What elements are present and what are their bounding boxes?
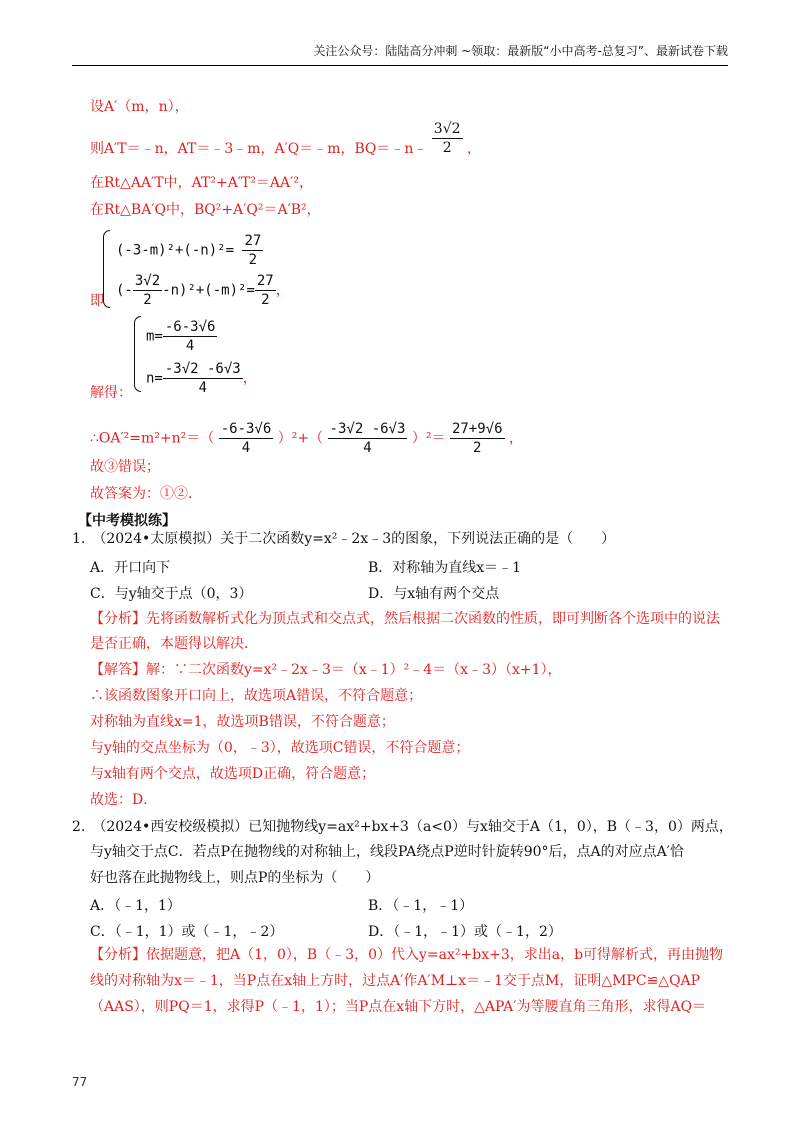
oa-squared-line: ∴OA′²=m²+n²＝（ $\frac{-6-3√6}{4}$ ）²+（ $\frac{-3√2 -6√3}{4}$ ）²＝ $\frac{27+9√6}{2}$ ，	[90, 421, 523, 456]
q1-analysis-1: 【分析】先将函数解析式化为顶点式和交点式，然后根据二次函数的性质，即可判断各个选项中的说法	[90, 611, 720, 627]
q1-option-d: D．与x轴有两个交点	[368, 586, 500, 602]
equation-2m: m= $\frac{-6-3√6}{4}$	[146, 319, 216, 354]
q2-option-c: C．（﹣1，1）或（﹣1，﹣2）	[90, 924, 284, 940]
fraction-3sqrt2-over-2: $\frac{3√2}{2}$	[433, 120, 461, 156]
solution-line-4: 在Rt△BA′Q中，BQ²+A′Q²＝A′B²，	[90, 202, 321, 218]
q1-stem: 1. （2024•太原模拟）关于二次函数y=x²﹣2x﹣3的图象，下列说法正确的是（ ）	[72, 531, 616, 547]
q2-analysis-2: 线的对称轴为x＝﹣1，当P点在x轴上方时，过点A′作A′M⊥x＝﹣1交于点M，证明△MPC≌△QAP	[90, 973, 701, 989]
q2-stem-2: 与y轴交于点C．若点P在抛物线的对称轴上，线段PA绕点P逆时针旋转90°后，点A的对应点A′恰	[90, 844, 684, 860]
q1-option-c: C．与y轴交于点（0，3）	[90, 586, 253, 602]
q2-stem-1: 2. （2024•西安校级模拟）已知抛物线y=ax²+bx+3（a<0）与x轴交于A（1，0），B（﹣3，0）两点，	[72, 819, 733, 835]
q1-option-b: B．对称轴为直线x＝﹣1	[368, 560, 522, 576]
q1-answer-3: 对称轴为直线x=1，故选项B错误，不符合题意；	[90, 714, 395, 730]
equation-1b: (- $\frac{3√2}{2}$ -n)²+(-m)²= $\frac{27}{2}$ ，	[116, 273, 290, 308]
solution-conclusion-3: 故③错误；	[90, 459, 160, 475]
solution-line-2: 则A′T＝﹣n，AT＝﹣3﹣m，A′Q＝﹣m，BQ＝﹣n﹣ $\frac{3√2}{2}$ ，	[90, 120, 481, 157]
q1-option-a: A．开口向下	[90, 560, 171, 576]
q2-option-b: B．（﹣1，﹣1）	[368, 898, 474, 914]
q1-answer-4: 与y轴的交点坐标为（0，﹣3），故选项C错误，不符合题意；	[90, 740, 470, 756]
equation-brace-2	[134, 316, 141, 392]
q1-answer-6: 故选：D．	[90, 792, 158, 808]
ji-label: 即	[90, 293, 104, 309]
q2-analysis-1: 【分析】依据题意，把A（1，0），B（﹣3，0）代入y=ax²+bx+3，求出a，b可得解析式，再由抛物	[90, 947, 724, 963]
q1-answer-5: 与x轴有两个交点，故选项D正确，符合题意；	[90, 766, 376, 782]
equation-brace-1	[103, 230, 110, 308]
q2-option-d: D．（﹣1，﹣1）或（﹣1，2）	[368, 924, 562, 940]
q2-option-a: A．（﹣1，1）	[90, 898, 181, 914]
equation-1a: (-3-m)²+(-n)²= $\frac{27}{2}$	[116, 233, 262, 268]
page-number: 77	[72, 1075, 88, 1089]
q1-answer-2: ∴该函数图象开口向上，故选项A错误，不符合题意；	[90, 688, 423, 704]
jie-label: 解得：	[90, 385, 132, 401]
solution-line-1: 设A′（m，n），	[90, 99, 189, 115]
q2-stem-3: 好也落在此抛物线上，则点P的坐标为（ ）	[90, 870, 380, 886]
solution-answer: 故答案为：①②．	[90, 486, 202, 502]
page-header: 关注公众号：陆陆高分冲刺 ~领取：最新版“小中高考-总复习”、最新试卷下载	[72, 42, 728, 66]
equation-2n: n= $\frac{-3√2 -6√3}{4}$ ，	[146, 361, 257, 396]
q2-analysis-3: （AAS），则PQ＝1，求得P（﹣1，1）；当P点在x轴下方时，△APA′为等腰直角三角形，求得AQ＝	[90, 999, 707, 1015]
q1-answer-1: 【解答】解：∵二次函数y=x²﹣2x﹣3＝（x﹣1）²﹣4＝（x﹣3）（x+1），	[90, 662, 562, 678]
q1-analysis-2: 是否正确，本题得以解决．	[90, 636, 258, 652]
section-heading: 【中考模拟练】	[78, 513, 176, 529]
solution-line-3: 在Rt△AA′T中，AT²+A′T²＝AA′²，	[90, 175, 313, 191]
